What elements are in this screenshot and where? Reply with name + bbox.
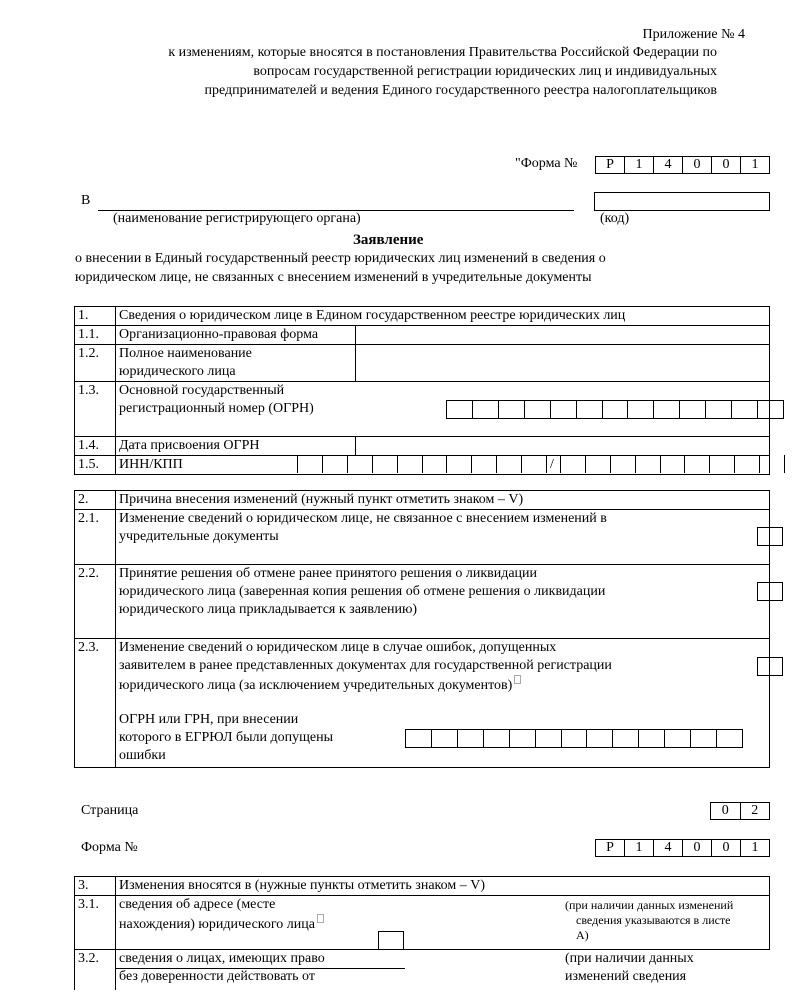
authority-code-field[interactable] (594, 192, 770, 211)
inn-cells[interactable] (297, 455, 547, 473)
form2-code-cell: Р (606, 840, 614, 855)
page-digit: 2 (740, 803, 770, 819)
form-code-cell: 4 (653, 157, 682, 173)
legal-form-field[interactable] (356, 326, 770, 345)
footnote-marker-icon (317, 914, 324, 923)
form2-code-cells (595, 839, 770, 857)
form-code-cell: 0 (711, 157, 740, 173)
kpp-cells[interactable] (560, 455, 785, 473)
section-2-num: 2. (75, 491, 116, 510)
row-2-3-line-1: Изменение сведений о юридическом лице в случае ошибок, допущенных (119, 640, 557, 655)
reason-2-1-checkbox[interactable] (757, 527, 783, 546)
footnote-marker-icon (514, 675, 521, 684)
row-2-3-sub-2: которого в ЕГРЮЛ были допущены (119, 730, 333, 745)
appendix-number: Приложение № 4 (642, 27, 745, 42)
section-3-title: Изменения вносятся в (нужные пункты отметить знаком – V) (116, 877, 770, 896)
row-1-3-label-1: Основной государственный (119, 383, 285, 398)
form2-label: Форма № (81, 840, 138, 855)
row-1-5-num: 1.5. (75, 456, 116, 475)
reason-2-3-checkbox[interactable] (757, 657, 783, 676)
full-name-field[interactable] (356, 345, 770, 382)
section-3-table (74, 876, 770, 990)
form2-code-cell: 1 (624, 840, 653, 856)
row-2-3-line-2: заявителем в ранее представленных документах для государственной регистрации (119, 658, 612, 673)
row-2-2-num: 2.2. (75, 565, 116, 639)
section-1-table (74, 306, 770, 475)
title-line-1: о внесении в Единый государственный реестр юридических лиц изменений в сведения о (75, 251, 606, 266)
form-code-cells (595, 156, 770, 174)
page-label: Страница (81, 803, 139, 818)
row-2-1-line-2: учредительные документы (119, 529, 279, 544)
header-line-3: предпринимателей и ведения Единого государственного реестра налогоплательщиков (204, 83, 717, 98)
recipient-prefix: В (81, 193, 91, 208)
row-1-4-num: 1.4. (75, 437, 116, 456)
form-number-label: "Форма № (515, 156, 578, 171)
form-code-cell: 1 (624, 157, 653, 173)
ogrn-cells[interactable] (446, 400, 784, 419)
row-1-5-label: ИНН/КПП (119, 457, 183, 472)
page-digit: 0 (721, 803, 729, 818)
section-1-num: 1. (75, 307, 116, 326)
row-3-2-underline (115, 968, 405, 969)
row-2-1-num: 2.1. (75, 510, 116, 565)
section-2-table (74, 490, 770, 768)
row-2-3-sub-3: ошибки (119, 748, 166, 763)
row-3-2-line-1: сведения о лицах, имеющих право (119, 951, 325, 966)
row-3-1-note-3: А) (576, 928, 589, 942)
form2-code-cell: 0 (711, 840, 740, 856)
form2-code-cell: 0 (682, 840, 711, 856)
row-1-3-label-2: регистрационный номер (ОГРН) (119, 401, 314, 416)
row-1-1-label: Организационно-правовая форма (116, 326, 356, 345)
form2-code-cell: 1 (740, 840, 769, 856)
ogrn-date-field[interactable] (356, 437, 770, 456)
inn-kpp-separator: / (550, 457, 554, 472)
row-3-2-num: 3.2. (75, 950, 116, 990)
row-3-2-note-1: (при наличии данных (565, 951, 694, 966)
row-3-1-note-2: сведения указываются в листе (576, 913, 731, 927)
row-3-1-num: 3.1. (75, 896, 116, 950)
code-caption: (код) (600, 211, 630, 226)
row-1-3-num: 1.3. (75, 382, 116, 437)
form-code-cell: 1 (740, 157, 769, 173)
row-2-3-line-3: юридического лица (за исключением учредительных документов) (119, 678, 513, 693)
row-3-2-note-2: изменений сведения (565, 969, 687, 984)
section-2-title: Причина внесения изменений (нужный пункт отметить знаком – V) (116, 491, 770, 510)
row-2-3-num: 2.3. (75, 639, 116, 768)
row-2-2-line-2: юридического лица (заверенная копия решения об отмене решения о ликвидации (119, 584, 606, 599)
document-title: Заявление (353, 232, 424, 248)
row-1-2-label-2: юридического лица (119, 364, 236, 379)
row-2-2-line-3: юридического лица прикладывается к заявлению) (119, 602, 418, 617)
row-2-1-line-1: Изменение сведений о юридическом лице, не связанное с внесением изменений в (119, 511, 607, 526)
authority-caption: (наименование регистрирующего органа) (113, 211, 361, 226)
row-1-4-label: Дата присвоения ОГРН (116, 437, 356, 456)
row-3-1-line-1: сведения об адресе (месте (119, 897, 276, 912)
header-line-2: вопросам государственной регистрации юридических лиц и индивидуальных (253, 64, 717, 79)
form-code-cell: 0 (682, 157, 711, 173)
page-number-cells (710, 802, 770, 820)
reason-2-2-checkbox[interactable] (757, 582, 783, 601)
header-line-1: к изменениям, которые вносятся в постановления Правительства Российской Федерации по (168, 45, 717, 60)
error-ogrn-cells[interactable] (405, 729, 743, 748)
section-3-num: 3. (75, 877, 116, 896)
row-3-2-line-2: без доверенности действовать от (119, 969, 315, 984)
title-line-2: юридическом лице, не связанных с внесением изменений в учредительные документы (75, 270, 592, 285)
row-1-1-num: 1.1. (75, 326, 116, 345)
section-1-title: Сведения о юридическом лице в Едином государственном реестре юридических лиц (116, 307, 770, 326)
row-3-1-line-2: нахождения) юридического лица (119, 917, 315, 932)
row-1-2-label-1: Полное наименование (119, 346, 252, 361)
row-2-3-sub-1: ОГРН или ГРН, при внесении (119, 712, 299, 727)
row-2-2-line-1: Принятие решения об отмене ранее принятого решения о ликвидации (119, 566, 538, 581)
form-code-cell: Р (606, 157, 614, 172)
form2-code-cell: 4 (653, 840, 682, 856)
row-1-2-num: 1.2. (75, 345, 116, 382)
change-3-1-checkbox[interactable] (378, 931, 404, 950)
row-3-1-note-1: (при наличии данных изменений (565, 898, 734, 912)
